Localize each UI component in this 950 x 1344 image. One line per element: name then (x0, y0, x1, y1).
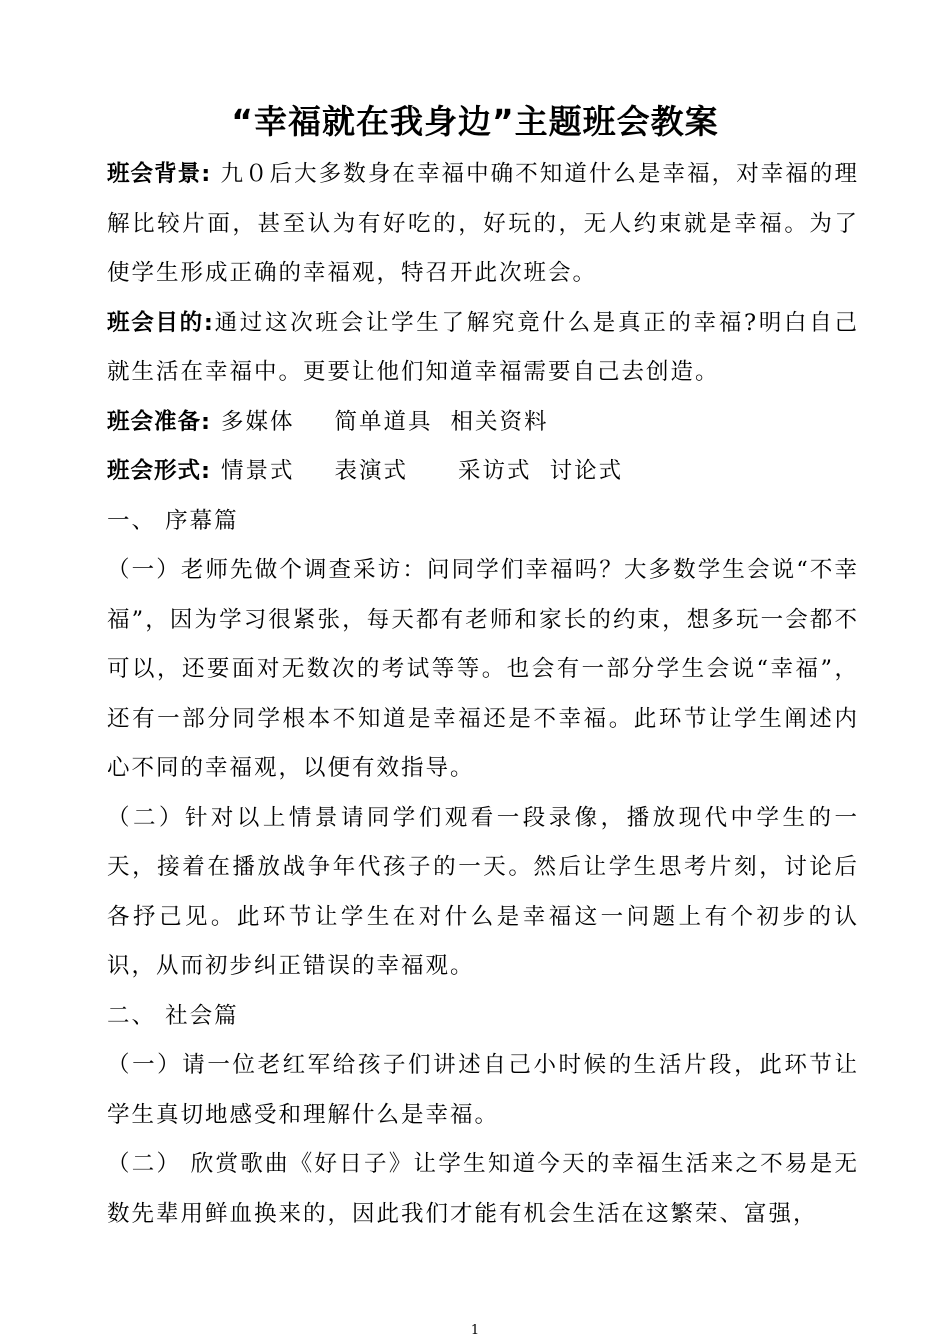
purpose-label: 班会目的 (107, 309, 204, 336)
section-heading-society: 二、 社会篇 (107, 1002, 239, 1029)
format-item: 采访式 (458, 458, 532, 484)
document-title: “幸福就在我身边”主题班会教案 (231, 102, 719, 141)
preparation-paragraph: 班会准备: 多媒体 简单道具 相关资料 (107, 408, 549, 435)
format-paragraph: 班会形式: 情景式 表演式 采访式 讨论式 (107, 458, 624, 484)
prologue-paragraph-1: （一）老师先做个调查采访：问同学们幸福吗？大多数学生会说“不幸福”，因为学习很紧张，每天都有老师和家长的约束，想多玩一会都不可以，还要面对无数次的考试等等。也会有一部分学生会说“幸福”，还有一部分同学根本不知道是幸福还是不幸福。此环节让学生阐述内心不同的幸福观，以便有效指导。 (107, 557, 859, 781)
format-item: 表演式 (334, 458, 409, 484)
preparation-item: 多媒体 (221, 408, 295, 435)
background-paragraph: 班会背景: 九０后大多数身在幸福中确不知道什么是幸福，对幸福的理解比较片面，甚至认为有好吃的，好玩的，无人约束就是幸福。为了使学生形成正确的幸福观，特召开此次班会。 (107, 161, 859, 286)
purpose-paragraph: 班会目的:通过这次班会让学生了解究竟什么是真正的幸福?明白自己就生活在幸福中。更要让他们知道幸福需要自己去创造。 (107, 309, 859, 385)
format-item: 讨论式 (549, 458, 624, 484)
page-number: 1 (470, 1323, 480, 1338)
prologue-paragraph-2: （二）针对以上情景请同学们观看一段录像，播放现代中学生的一天，接着在播放战争年代孩子的一天。然后让学生思考片刻，讨论后各抒己见。此环节让学生在对什么是幸福这一问题上有个初步的认识，从而初步纠正错误的幸福观。 (107, 804, 859, 979)
section-heading-prologue: 一、 序幕篇 (107, 507, 239, 534)
format-label: 班会形式 (107, 458, 202, 484)
background-label: 班会背景 (107, 161, 202, 187)
format-item: 情景式 (221, 458, 295, 484)
preparation-item: 简单道具 (334, 408, 433, 435)
background-text: 九０后大多数身在幸福中确不知道什么是幸福，对幸福的理解比较片面，甚至认为有好吃的，好玩的，无人约束就是幸福。为了使学生形成正确的幸福观，特召开此次班会。 (107, 161, 859, 286)
society-paragraph-2: （二） 欣赏歌曲《好日子》让学生知道今天的幸福生活来之不易是无数先辈用鲜血换来的，因此我们才能有机会生活在这繁荣、富强， (107, 1151, 859, 1227)
document-body (107, 150, 859, 1239)
society-paragraph-1: （一）请一位老红军给孩子们讲述自己小时候的生活片段，此环节让学生真切地感受和理解什么是幸福。 (107, 1052, 859, 1128)
purpose-text: 通过这次班会让学生了解究竟什么是真正的幸福?明白自己就生活在幸福中。更要让他们知道幸福需要自己去创造。 (107, 309, 859, 385)
preparation-item: 相关资料 (450, 408, 549, 435)
preparation-label: 班会准备 (107, 408, 202, 435)
